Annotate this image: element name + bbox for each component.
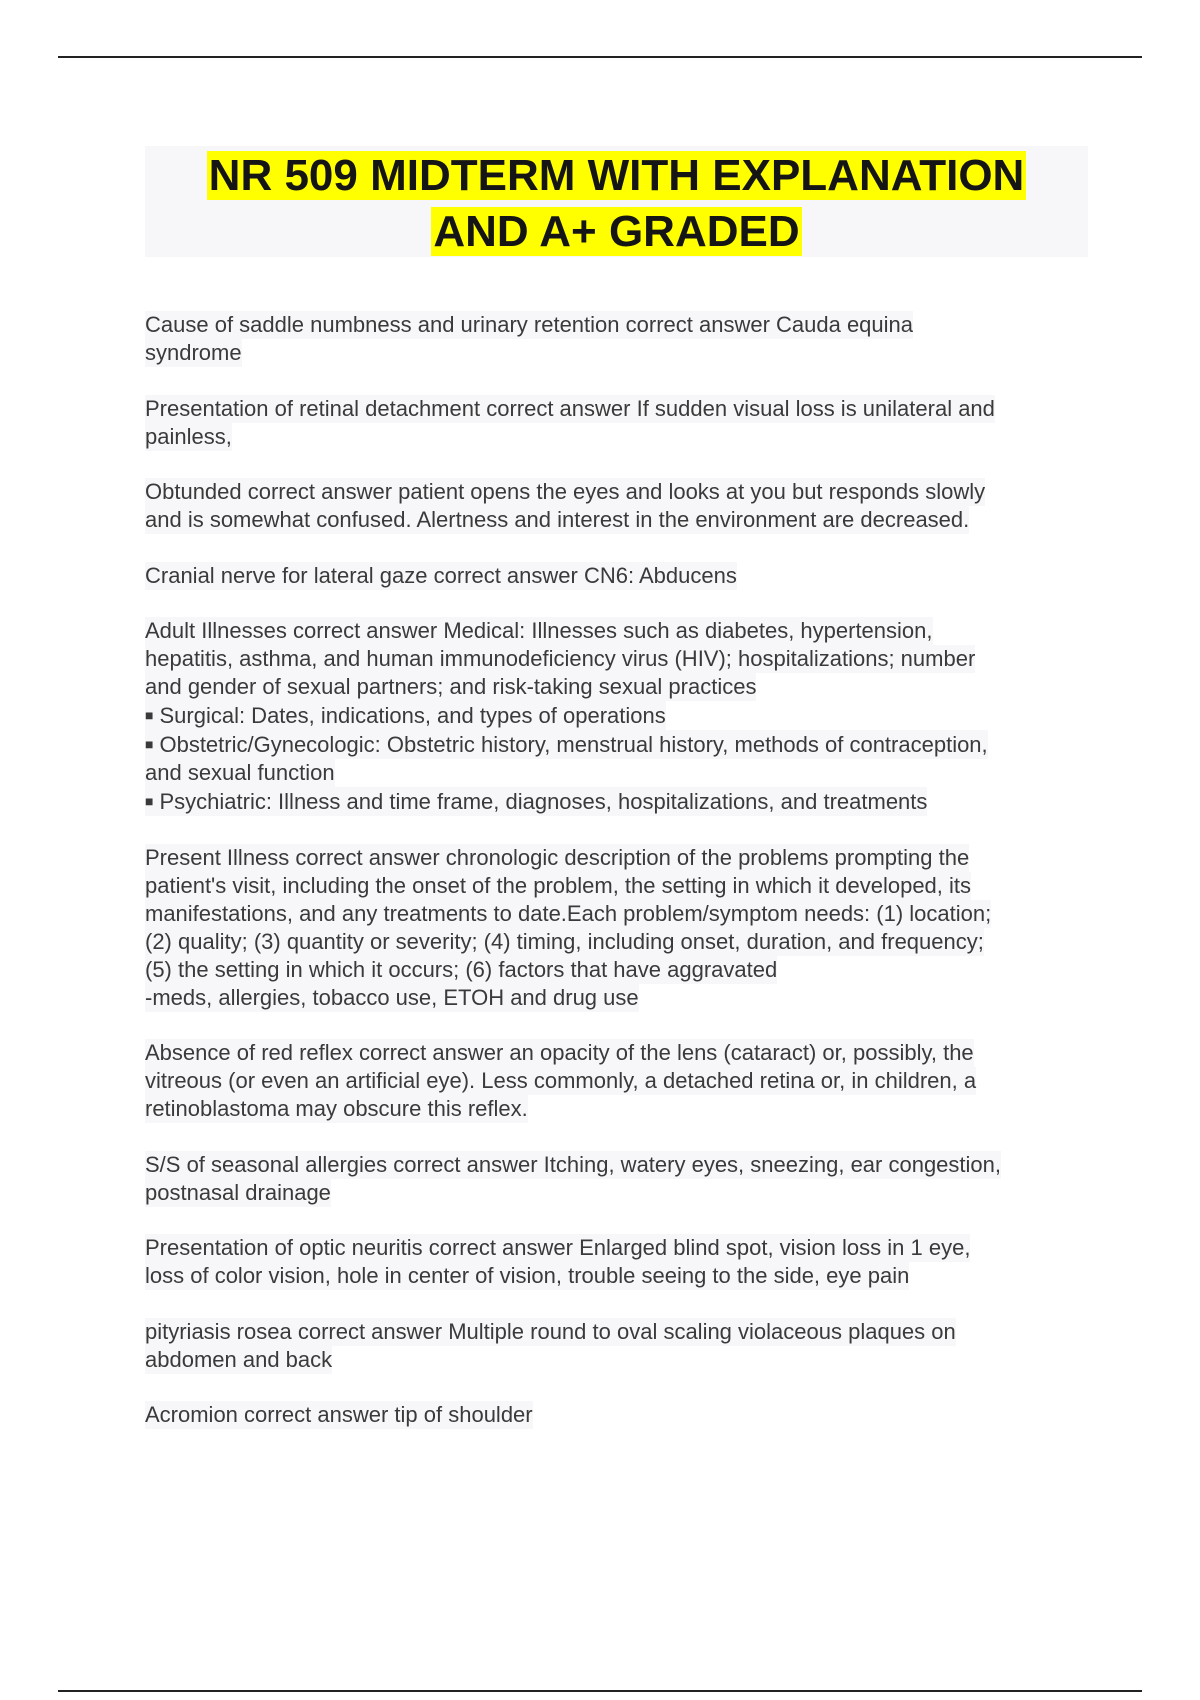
qa-entry-text: patient's visit, including the onset of the problem, the setting in which it developed, its: [145, 872, 972, 898]
qa-entry-text: loss of color vision, hole in center of vision, trouble seeing to the side, eye pain: [145, 1263, 910, 1288]
qa-entry-text: syndrome: [145, 340, 242, 365]
qa-entry-text: Present Illness correct answer chronologic description of the problems prompting the: [145, 844, 970, 870]
qa-entry-text: Presentation of optic neuritis correct answer Enlarged blind spot, vision loss in 1 eye,: [145, 1235, 971, 1260]
qa-entry-line: [145, 1318, 956, 1346]
qa-entry: [145, 844, 1090, 1012]
qa-entry-line: [145, 1179, 331, 1207]
qa-entry-line: [145, 395, 995, 423]
qa-entry-text: painless,: [145, 423, 232, 449]
qa-entry-text: (2) quality; (3) quantity or severity; (4) timing, including onset, duration, and frequency;: [145, 928, 984, 954]
document-title: [145, 146, 1088, 257]
qa-entry-line: [145, 423, 232, 451]
qa-entry-line: [145, 311, 913, 339]
qa-entry-line: [145, 730, 988, 759]
qa-entry-line: [145, 759, 335, 787]
qa-entry-line: [145, 872, 971, 900]
bullet-square-icon: ■: [145, 707, 154, 723]
qa-entry-line: [145, 701, 666, 730]
qa-entry-text: pityriasis rosea correct answer Multiple round to oval scaling violaceous plaques on: [145, 1318, 956, 1344]
qa-entry-line: [145, 1401, 533, 1429]
title-line-1: NR 509 MIDTERM WITH EXPLANATION: [208, 151, 1025, 200]
qa-entry: [145, 1039, 1090, 1123]
qa-entry-line: [145, 787, 927, 816]
qa-entry-line: [145, 956, 777, 984]
qa-entry-text: Absence of red reflex correct answer an opacity of the lens (cataract) or, possibly, the: [145, 1040, 974, 1065]
qa-entry-line: [145, 1095, 528, 1123]
qa-entry: [145, 395, 1090, 451]
qa-entry-line: [145, 900, 991, 928]
qa-entry-line: [145, 1039, 974, 1067]
qa-entry-text: vitreous (or even an artificial eye). Less commonly, a detached retina or, in children, a: [145, 1068, 977, 1093]
qa-entry-line: [145, 1346, 332, 1374]
qa-entry-line: [145, 1234, 970, 1262]
qa-entry-line: [145, 1151, 1001, 1179]
qa-entry-text: postnasal drainage: [145, 1179, 331, 1205]
title-line-2: AND A+ GRADED: [433, 207, 800, 256]
qa-entry: [145, 562, 1090, 590]
qa-entry-text: Obtunded correct answer patient opens the eyes and looks at you but responds slowly: [145, 479, 986, 504]
qa-entry-text: and is somewhat confused. Alertness and interest in the environment are decreased.: [145, 507, 970, 532]
qa-entry-line: [145, 506, 969, 534]
qa-entry-line: [145, 478, 985, 506]
qa-entry: [145, 1151, 1090, 1207]
qa-entry-line: [145, 562, 737, 590]
qa-entry: [145, 478, 1090, 534]
qa-entry: [145, 617, 1090, 816]
qa-entry: [145, 1234, 1090, 1290]
qa-entry-text: hepatitis, asthma, and human immunodeficiency virus (HIV); hospitalizations; number: [145, 646, 976, 671]
qa-entry-text: manifestations, and any treatments to date.Each problem/symptom needs: (1) location;: [145, 900, 992, 926]
qa-entry-line: [145, 1067, 976, 1095]
qa-entry-text: Adult Illnesses correct answer Medical: Illnesses such as diabetes, hypertension,: [145, 618, 933, 643]
qa-entry-text: Cause of saddle numbness and urinary retention correct answer Cauda equina: [145, 312, 914, 337]
qa-entry-line: [145, 844, 969, 872]
qa-entry-line: [145, 673, 756, 701]
qa-entry-line: [145, 617, 933, 645]
qa-entry-text: (5) the setting in which it occurs; (6) factors that have aggravated: [145, 956, 778, 982]
qa-entry-text: and gender of sexual partners; and risk-taking sexual practices: [145, 674, 757, 699]
bottom-rule: [58, 1690, 1142, 1692]
qa-entry-text: retinoblastoma may obscure this reflex.: [145, 1096, 528, 1121]
qa-entry: [145, 311, 1090, 367]
qa-entry-text: S/S of seasonal allergies correct answer Itching, watery eyes, sneezing, ear congestion,: [145, 1151, 1002, 1177]
qa-entry-text: Presentation of retinal detachment correct answer If sudden visual loss is unilateral and: [145, 395, 995, 421]
bullet-square-icon: ■: [145, 736, 154, 752]
qa-entry-line: [145, 928, 984, 956]
qa-entry-line: [145, 1262, 909, 1290]
qa-entry-line: [145, 984, 639, 1012]
qa-entries: [145, 311, 1090, 1457]
qa-entry-text: Psychiatric: Illness and time frame, diagnoses, hospitalizations, and treatments: [159, 789, 928, 814]
qa-entry-text: Obstetric/Gynecologic: Obstetric history, menstrual history, methods of contraception,: [159, 732, 988, 757]
qa-entry: [145, 1318, 1090, 1374]
qa-entry-text: -meds, allergies, tobacco use, ETOH and drug use: [145, 984, 639, 1010]
qa-entry-text: and sexual function: [145, 760, 335, 785]
qa-entry-line: [145, 339, 242, 367]
top-rule: [58, 56, 1142, 58]
bullet-square-icon: ■: [145, 793, 154, 809]
qa-entry-line: [145, 645, 975, 673]
qa-entry-text: Cranial nerve for lateral gaze correct answer CN6: Abducens: [145, 562, 737, 588]
qa-entry: [145, 1401, 1090, 1429]
qa-entry-text: Acromion correct answer tip of shoulder: [145, 1402, 533, 1427]
qa-entry-text: Surgical: Dates, indications, and types of operations: [159, 703, 666, 728]
qa-entry-text: abdomen and back: [145, 1346, 333, 1372]
